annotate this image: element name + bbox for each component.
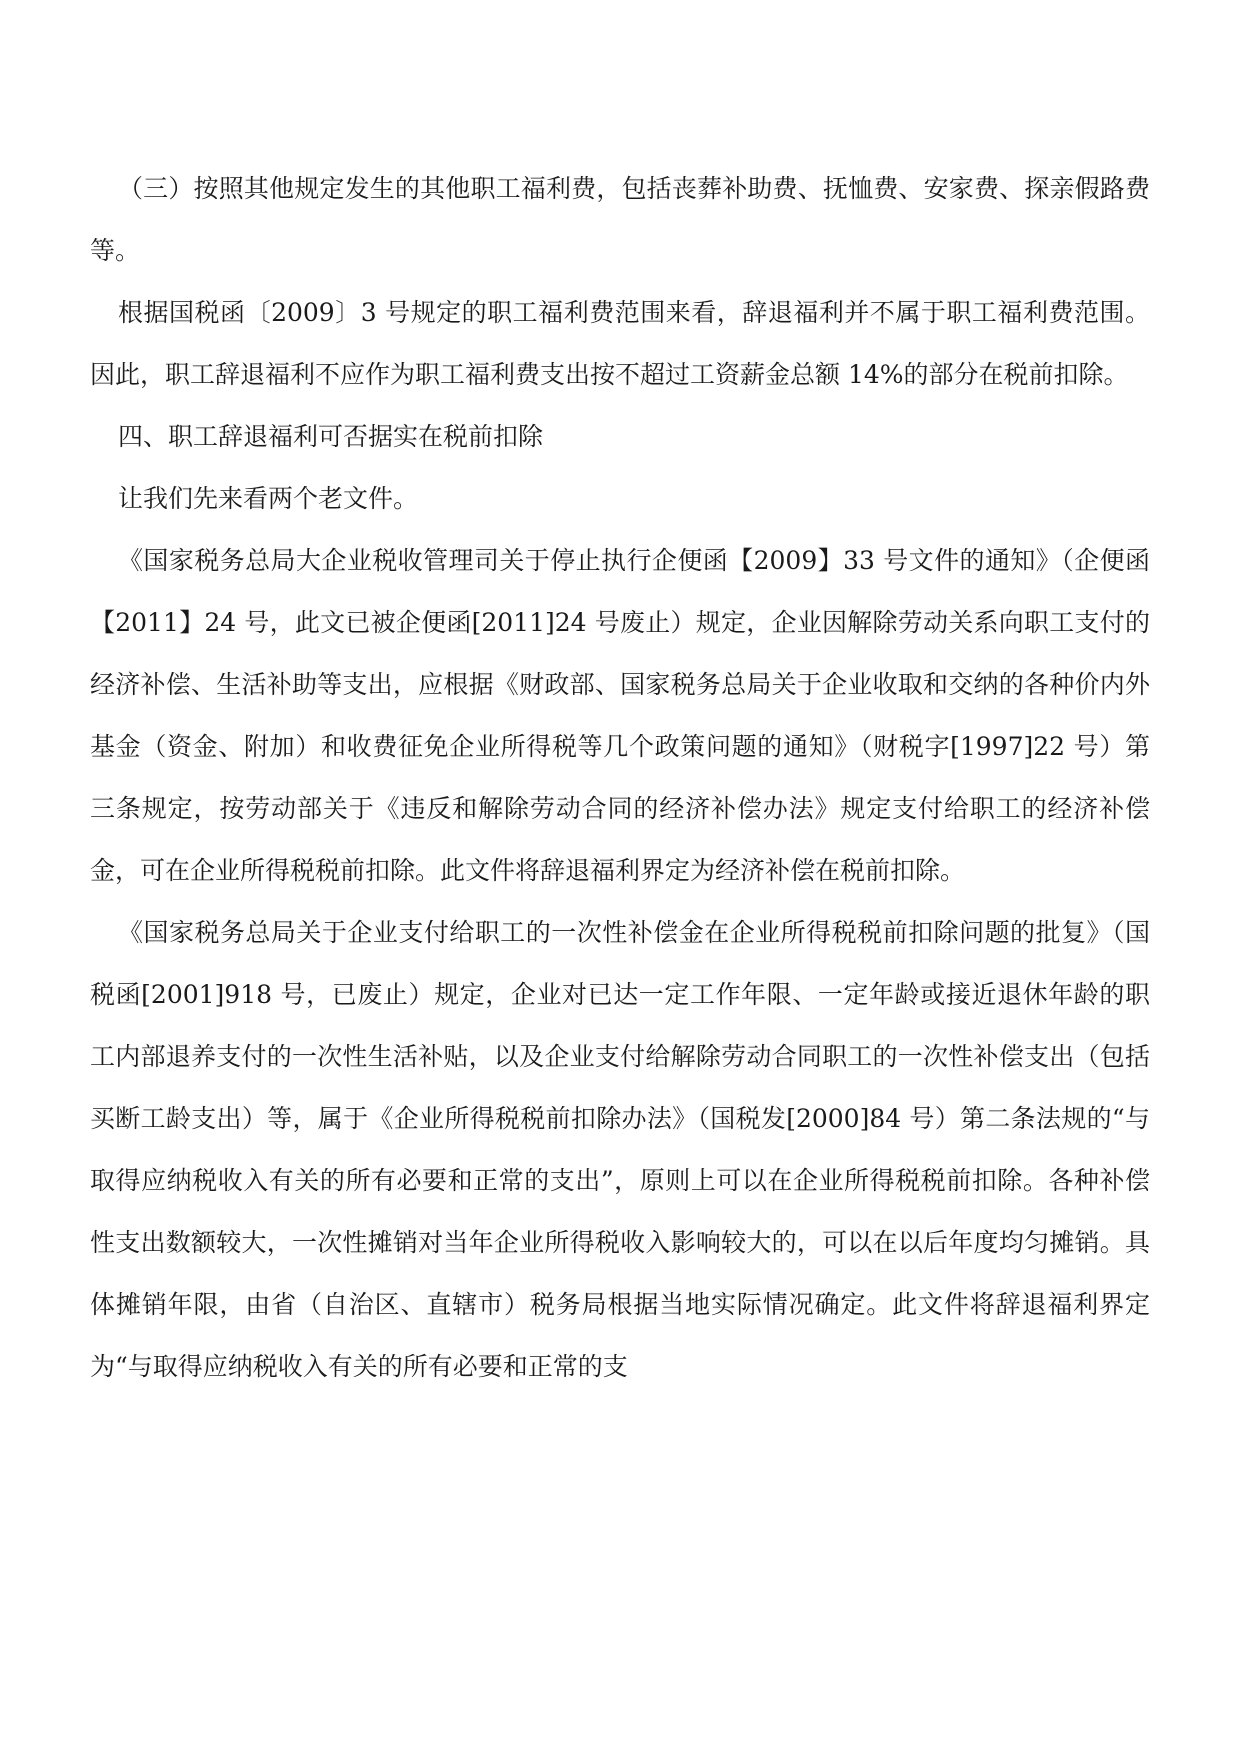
paragraph-intro-old-files: 让我们先来看两个老文件。 bbox=[118, 484, 419, 513]
paragraph-file-2: 《国家税务总局关于企业支付给职工的一次性补偿金在企业所得税税前扣除问题的批复》（国税函[2001]918 号，已废止）规定，企业对已达一定工作年限、一定年龄或接近退休年龄的职工内部退养支付的一次性生活补贴，以及企业支付给解除劳动合同职工的一次性补偿支出（包括买断工龄支出）等，属于《企业所得税税前扣除办法》（国税发[2000]84 号）第二条法规的“与取得应纳税收入有关的所有必要和正常的支出”，原则上可以在企业所得税税前扣除。各种补偿性支出数额较大，一次性摊销对当年企业所得税收入影响较大的，可以在以后年度均匀摊销。具体摊销年限，由省（自治区、直辖市）税务局根据当地实际情况确定。此文件将辞退福利界定为“与取得应纳税收入有关的所有必要和正常的支 bbox=[90, 918, 1150, 1381]
document-body bbox=[90, 158, 1150, 1398]
section-heading-4: 四、职工辞退福利可否据实在税前扣除 bbox=[118, 422, 544, 451]
paragraph-welfare-scope: 根据国税函〔2009〕3 号规定的职工福利费范围来看，辞退福利并不属于职工福利费范围。因此，职工辞退福利不应作为职工福利费支出按不超过工资薪金总额 14%的部分在税前扣除。 bbox=[90, 298, 1150, 389]
paragraph-welfare-item-3: （三）按照其他规定发生的其他职工福利费，包括丧葬补助费、抚恤费、安家费、探亲假路费等。 bbox=[90, 174, 1150, 265]
paragraph-file-1: 《国家税务总局大企业税收管理司关于停止执行企便函【2009】33 号文件的通知》（企便函【2011】24 号，此文已被企便函[2011]24 号废止）规定，企业因解除劳动关系向职工支付的经济补偿、生活补助等支出，应根据《财政部、国家税务总局关于企业收取和交纳的各种价内外基金（资金、附加）和收费征免企业所得税等几个政策问题的通知》（财税字[1997]22 号）第三条规定，按劳动部关于《违反和解除劳动合同的经济补偿办法》规定支付给职工的经济补偿金，可在企业所得税税前扣除。此文件将辞退福利界定为经济补偿在税前扣除。 bbox=[90, 546, 1150, 885]
